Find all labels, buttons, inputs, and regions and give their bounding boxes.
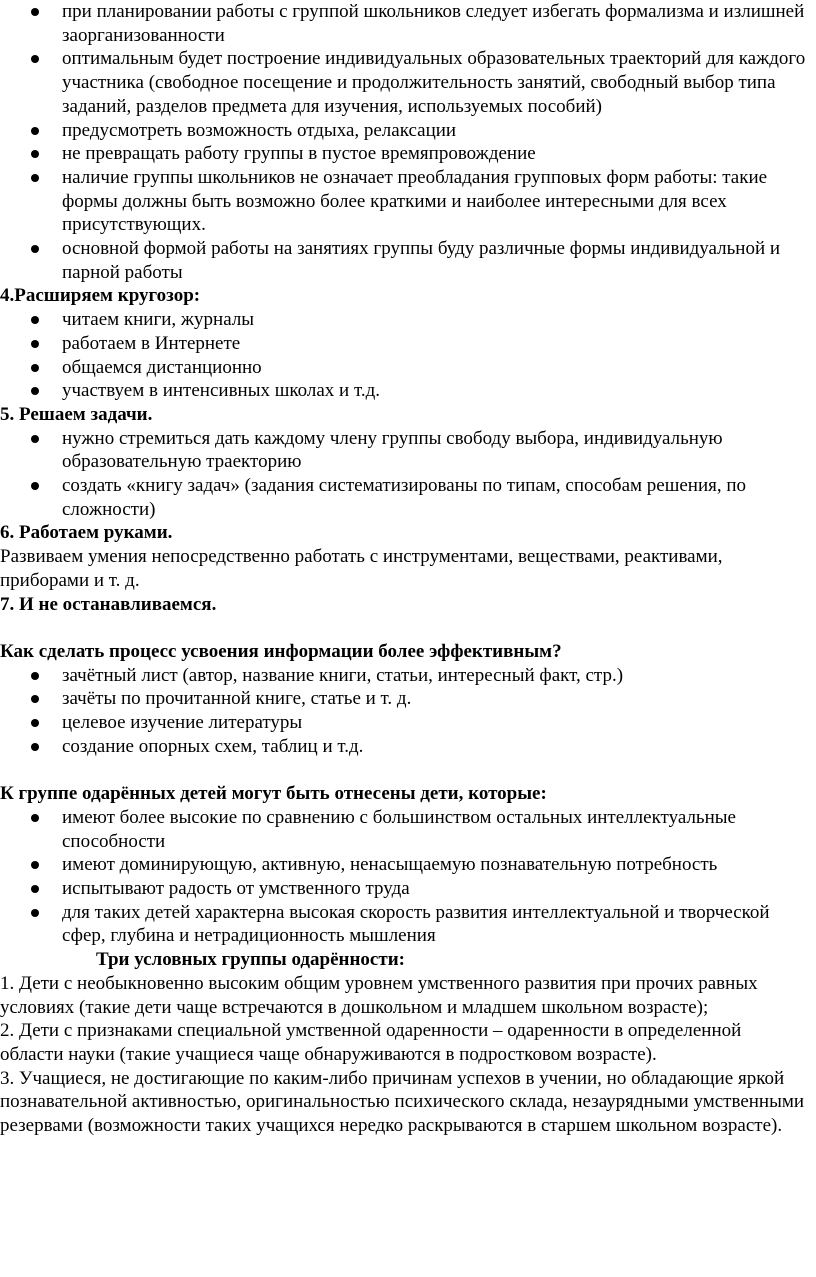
list-item: при планировании работы с группой школьников следует избегать формализма и излишней заорганизованности — [0, 0, 816, 47]
list-item: не превращать работу группы в пустое времяпровождение — [0, 142, 816, 166]
info-heading: Как сделать процесс усвоения информации более эффективным? — [0, 640, 562, 662]
groups-title: Три условных группы одарённости: — [96, 949, 405, 971]
list-item: предусмотреть возможность отдыха, релаксации — [0, 119, 816, 143]
list-item: работаем в Интернете — [0, 332, 816, 356]
section-heading-6: 6. Работаем руками. — [0, 522, 173, 544]
list-item: зачёты по прочитанной книге, статье и т. д. — [0, 687, 816, 711]
section-heading-4: 4.Расширяем кругозор: — [0, 285, 201, 307]
gifted-list — [0, 806, 816, 948]
list-item: общаемся дистанционно — [0, 356, 816, 380]
blank-line — [0, 616, 816, 640]
list-item: создать «книгу задач» (задания систематизированы по типам, способам решения, по сложности) — [0, 474, 816, 521]
list-item: читаем книги, журналы — [0, 308, 816, 332]
list-item: создание опорных схем, таблиц и т.д. — [0, 735, 816, 759]
list-item: имеют более высокие по сравнению с большинством остальных интеллектуальные способности — [0, 806, 816, 853]
list-item: испытывают радость от умственного труда — [0, 877, 816, 901]
group-paragraph-2: 2. Дети с признаками специальной умственной одаренности – одаренности в определенной области науки (такие учащиеся чаще обнаруживаются в подростковом возрасте). — [0, 1020, 742, 1065]
blank-line — [0, 758, 816, 782]
list-item: имеют доминирующую, активную, ненасыщаемую познавательную потребность — [0, 853, 816, 877]
list-item: зачётный лист (автор, название книги, статьи, интересный факт, стр.) — [0, 664, 816, 688]
horizons-list — [0, 308, 816, 403]
group-paragraph-1: 1. Дети с необыкновенно высоким общим уровнем умственного развития при прочих равных условиях (такие дети чаще встречаются в дошкольном и младшем школьном возрасте); — [0, 972, 758, 1018]
tasks-list — [0, 427, 816, 522]
list-item: целевое изучение литературы — [0, 711, 816, 735]
info-list — [0, 664, 816, 759]
group-paragraph-3: 3. Учащиеся, не достигающие по каким-либо причинам успехов в учении, но обладающие яркой познавательной активностью, оригинальностью психического склада, незаурядными умственными резервами (возможности таких учащихся нередко раскрываются в старшем школьном возрасте). — [0, 1067, 805, 1137]
section-6-paragraph: Развиваем умения непосредственно работать с инструментами, веществами, реактивами, приборами и т. д. — [0, 546, 723, 591]
list-item: нужно стремиться дать каждому члену группы свободу выбора, индивидуальную образовательную траекторию — [0, 427, 816, 474]
list-item: наличие группы школьников не означает преобладания групповых форм работы: такие формы должны быть возможно более краткими и наиболее интересными для всех присутствующих. — [0, 166, 816, 237]
section-heading-5: 5. Решаем задачи. — [0, 403, 153, 425]
gifted-heading: К группе одарённых детей могут быть отнесены дети, которые: — [0, 783, 547, 805]
list-item: для таких детей характерна высокая скорость развития интеллектуальной и творческой сфер, глубина и нетрадиционность мышления — [0, 901, 816, 948]
section-heading-7: 7. И не останавливаемся. — [0, 593, 217, 615]
list-item: основной формой работы на занятиях группы буду различные формы индивидуальной и парной работы — [0, 237, 816, 284]
list-item: участвуем в интенсивных школах и т.д. — [0, 379, 816, 403]
list-item: оптимальным будет построение индивидуальных образовательных траекторий для каждого участника (свободное посещение и продолжительность занятий, свободный выбор типа заданий, разделов предмета для изучения, используемых пособий) — [0, 47, 816, 118]
recommendations-list — [0, 0, 816, 284]
